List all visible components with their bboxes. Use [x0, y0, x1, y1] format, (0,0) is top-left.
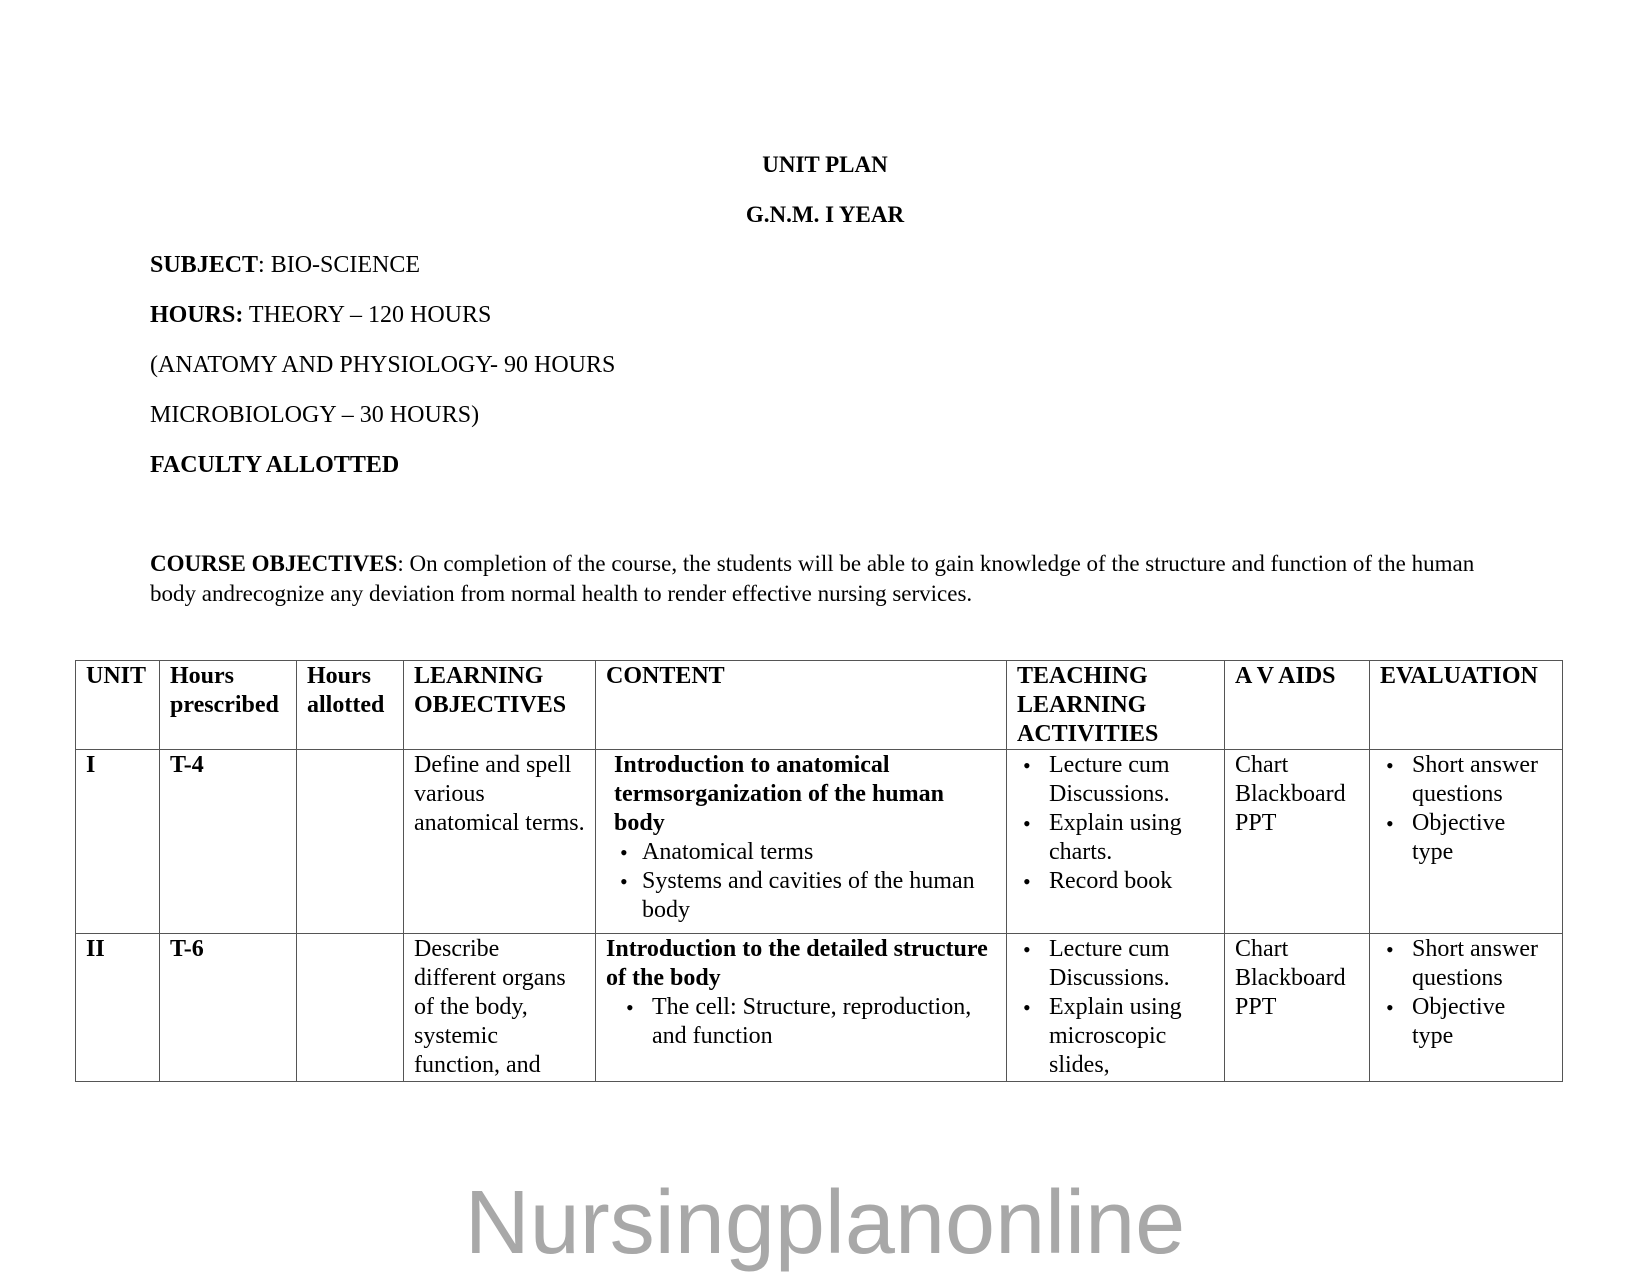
content-heading: Introduction to the detailed structure of the body	[606, 936, 988, 991]
header-evaluation: EVALUATION	[1370, 661, 1563, 750]
subject-label: SUBJECT	[150, 252, 259, 278]
av-aid-item: PPT	[1235, 994, 1277, 1020]
learning-objective-cell: Describe different organs of the body, systemic function, and	[404, 934, 596, 1082]
evaluation-cell	[1370, 750, 1563, 934]
course-objectives-text: : On completion of the course, the students will be able to gain knowledge of the structure and function of the human body andrecognize any deviation from normal health to render effective nursing services.	[150, 551, 1475, 606]
evaluation-item: • Objective type	[1412, 993, 1552, 1051]
teaching-activities-cell	[1007, 750, 1225, 934]
header-hours-prescribed: Hours prescribed	[160, 661, 297, 750]
evaluation-cell	[1370, 934, 1563, 1082]
microbiology-hours-line: MICROBIOLOGY – 30 HOURS)	[150, 402, 480, 428]
av-aid-item: PPT	[1235, 810, 1277, 836]
hours-allotted-cell	[297, 934, 404, 1082]
hours-allotted-cell	[297, 750, 404, 934]
teaching-item: • Record book	[1049, 867, 1214, 896]
hours-prescribed-cell: T-6	[160, 934, 297, 1082]
av-aids-cell	[1225, 750, 1370, 934]
hours-value: THEORY – 120 HOURS	[243, 302, 492, 328]
av-aids-cell	[1225, 934, 1370, 1082]
teaching-item: • Lecture cum Discussions.	[1049, 751, 1214, 809]
content-cell	[596, 934, 1007, 1082]
hours-prescribed-cell: T-4	[160, 750, 297, 934]
av-aid-item: Blackboard	[1235, 781, 1346, 807]
table-header-row	[76, 661, 1563, 750]
faculty-allotted-label: FACULTY ALLOTTED	[150, 452, 400, 478]
unit-cell: I	[76, 750, 160, 934]
av-aid-item: Blackboard	[1235, 965, 1346, 991]
unit-plan-table	[75, 660, 1563, 1082]
content-cell	[596, 750, 1007, 934]
learning-objective-cell: Define and spell various anatomical terms.	[404, 750, 596, 934]
header-content: CONTENT	[596, 661, 1007, 750]
course-objectives	[150, 549, 1510, 609]
teaching-item: • Lecture cum Discussions.	[1049, 935, 1214, 993]
header-learning-objectives: LEARNING OBJECTIVES	[404, 661, 596, 750]
header-teaching-learning-activities: TEACHING LEARNING ACTIVITIES	[1007, 661, 1225, 750]
header-av-aids: A V AIDS	[1225, 661, 1370, 750]
evaluation-item: • Objective type	[1412, 809, 1552, 867]
teaching-activities-cell	[1007, 934, 1225, 1082]
table-row	[76, 750, 1563, 934]
content-item: • The cell: Structure, reproduction, and function	[652, 993, 996, 1051]
header-hours-allotted: Hours allotted	[297, 661, 404, 750]
watermark-text: Nursingplanonline	[464, 1173, 1186, 1273]
av-aid-item: Chart	[1235, 752, 1289, 778]
anatomy-hours-line: (ANATOMY AND PHYSIOLOGY- 90 HOURS	[150, 352, 616, 378]
evaluation-item: • Short answer questions	[1412, 935, 1552, 993]
unit-cell: II	[76, 934, 160, 1082]
hours-label: HOURS:	[150, 302, 244, 328]
av-aid-item: Chart	[1235, 936, 1289, 962]
teaching-item: • Explain using charts.	[1049, 809, 1214, 867]
hours-line	[150, 302, 491, 329]
subject-value: : BIO-SCIENCE	[258, 252, 421, 278]
header-unit: UNIT	[76, 661, 160, 750]
content-item: • Anatomical terms	[642, 838, 996, 867]
table-row	[76, 934, 1563, 1082]
content-heading: Introduction to anatomical termsorganization of the human body	[614, 752, 944, 836]
page-title: UNIT PLAN	[762, 152, 888, 177]
evaluation-item: • Short answer questions	[1412, 751, 1552, 809]
teaching-item: • Explain using microscopic slides,	[1049, 993, 1214, 1080]
content-item: • Systems and cavities of the human body	[642, 867, 996, 925]
subject-line	[150, 252, 420, 279]
course-objectives-label: COURSE OBJECTIVES	[150, 551, 398, 576]
page-subtitle: G.N.M. I YEAR	[745, 202, 905, 227]
